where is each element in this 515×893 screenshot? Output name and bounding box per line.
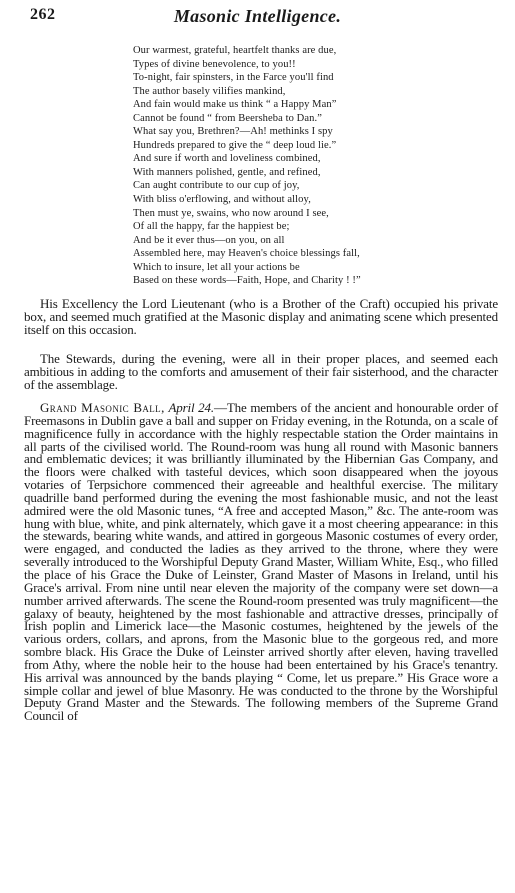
section-lead: Grand Masonic Ball, bbox=[40, 400, 165, 415]
paragraph-grand-masonic-ball bbox=[24, 402, 498, 723]
poem-line: With manners polished, gentle, and refined, bbox=[133, 166, 321, 178]
poem-line: And sure if worth and loveliness combined, bbox=[133, 153, 321, 165]
section-date: April 24. bbox=[168, 400, 214, 415]
poem-line: Hundreds prepared to give the “ deep loud lie.” bbox=[133, 139, 337, 151]
poem-line: Types of divine benevolence, to you!! bbox=[133, 58, 296, 70]
poem-line: The author basely vilifies mankind, bbox=[133, 85, 286, 97]
paragraph-text: The Stewards, during the evening, were all in their proper places, and seemed each ambitious in adding to the comforts and amusement of their fair sisterhood, and the character of the assemblage. bbox=[24, 351, 498, 392]
poem-line: To-night, fair spinsters, in the Farce you'll find bbox=[133, 72, 334, 84]
poem-line: Based on these words—Faith, Hope, and Charity ! !” bbox=[133, 275, 361, 287]
section-body: —The members of the ancient and honourable order of Freemasons in Dublin gave a ball and supper on Friday evening, in the Rotunda, on a scale of magnificence fully in accordance with the highly respectable station the Order maintains in all parts of the civilised world. The Round-room was hung all round with Masonic banners and emblematic devices; it was brilliantly illuminated by the Hibernian Gas Company, and the floors were chalked with tasteful devices, which soon disappeared when the joyous votaries of Terpsichore commenced their agreeable and healthful exercise. The military quadrille band performed during the evening the most fashionable music, and not the least admired were the old Masonic tunes, “A free and accepted Mason,” &c. The ante-room was hung with blue, white, and pink alternately, which gave it a most cheering appearance: in this the stewards, bearing white wands, and attired in gorgeous Masonic costumes of every order, were engaged, and conducted the ladies as they arrived to the throne, where they were severally introduced to the Worshipful Deputy Grand Master, William White, Esq., who filled the place of his Grace the Duke of Leinster, Grand Master of Masons in Ireland, until his Grace's arrival. From nine until near eleven the majority of the company were set down—a number arrived afterwards. The scene the Round-room presented was truly magnificent—the galaxy of beauty, heightened by the most fashionable and attractive dresses, principally of Irish poplin and Limerick lace—the Masonic costumes, heightened by the jewels of the various orders, collars, and aprons, from the Masonic blue to the gorgeous red, and more sombre black. His Grace the Duke of Leinster arrived shortly after eleven, having travelled from Athy, where the noble heir to the house had been entertained by his Grace's tenantry. His arrival was announced by the bands playing “ Come, let us prepare.” His Grace wore a simple collar and jewel of blue Masonry. He was conducted to the throne by the Worshipful Deputy Grand Master and the Stewards. The following members of the Supreme Grand Council of bbox=[24, 400, 499, 724]
poem-line: Can aught contribute to our cup of joy, bbox=[133, 180, 300, 192]
paragraph-text bbox=[24, 402, 498, 723]
poem-line: Our warmest, grateful, heartfelt thanks are due, bbox=[133, 45, 337, 56]
poem-line: What say you, Brethren?—Ah! methinks I spy bbox=[133, 126, 333, 138]
poem-line: Cannot be found “ from Beersheba to Dan.” bbox=[133, 112, 322, 124]
poem-line: Which to insure, let all your actions be bbox=[133, 261, 300, 273]
poem-line: With bliss o'erflowing, and without alloy, bbox=[133, 194, 311, 206]
paragraph-text: His Excellency the Lord Lieutenant (who is a Brother of the Craft) occupied his private box, and seemed much gratified at the Masonic display and animating scene which presented itself on this occasion. bbox=[24, 296, 498, 337]
poem-line: Assembled here, may Heaven's choice blessings fall, bbox=[133, 248, 360, 260]
poem-line: And be it ever thus—on you, on all bbox=[133, 234, 285, 246]
poem-line: Of all the happy, far the happiest be; bbox=[133, 221, 290, 233]
paragraph-lord-lieutenant bbox=[24, 298, 498, 337]
paragraph-stewards bbox=[24, 353, 498, 392]
running-head: Masonic Intelligence. bbox=[173, 6, 342, 26]
poem-line: And fain would make us think “ a Happy Man” bbox=[133, 99, 337, 111]
poem-line: Then must ye, swains, who now around I see, bbox=[133, 207, 329, 219]
page-header bbox=[0, 0, 515, 34]
poem-block bbox=[133, 44, 503, 288]
page-number: 262 bbox=[30, 6, 56, 23]
